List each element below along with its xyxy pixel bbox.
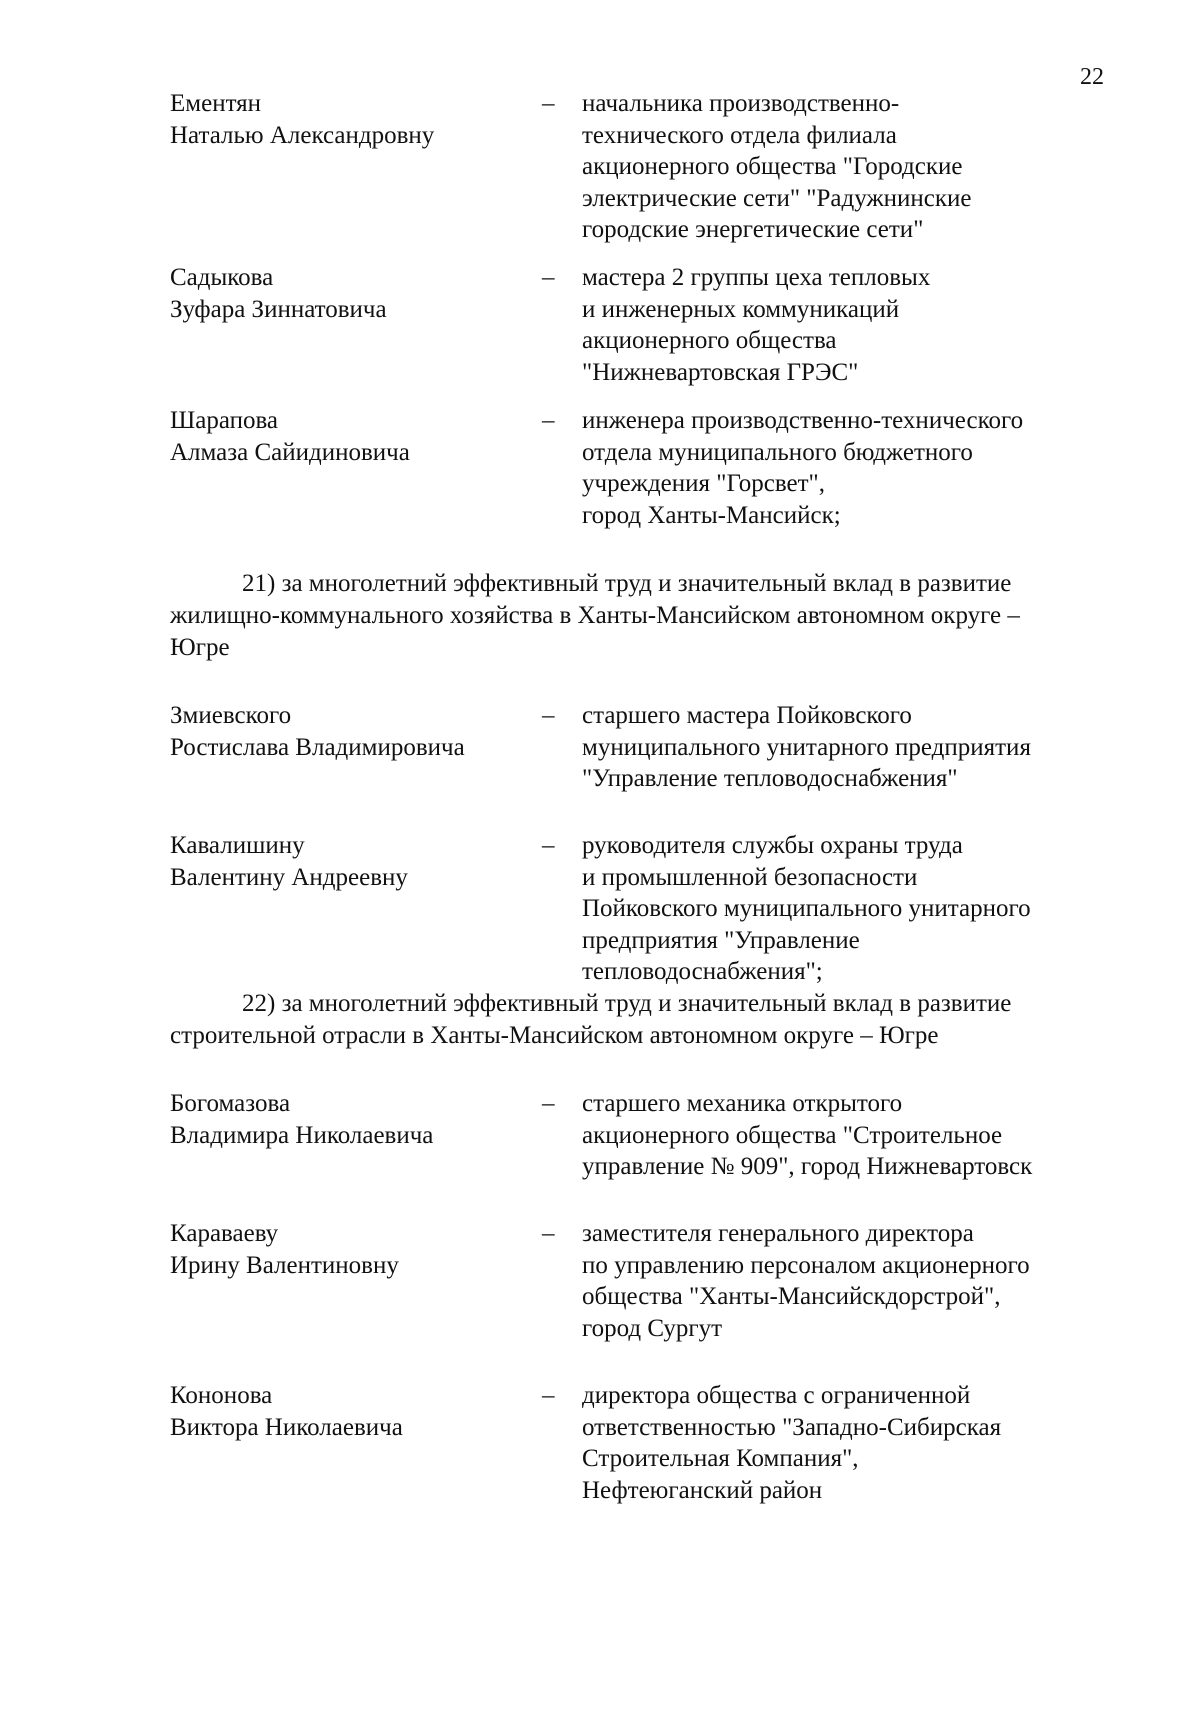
page-number: 22 [1080, 64, 1104, 90]
recipient-name: Богомазова Владимира Николаевича [170, 1090, 434, 1149]
entry-dash: – [542, 1090, 555, 1117]
recipient-name: Ементян Наталью Александровну [170, 90, 435, 149]
section-paragraph-21: 21) за многолетний эффективный труд и значительный вклад в развитие жилищно-коммунального хозяйства в Ханты-Мансийском автономном округе – Югре [170, 570, 1020, 661]
entry-dash: – [542, 1382, 555, 1409]
recipient-position: заместителя генерального директора по управлению персоналом акционерного общества "Ханты-Мансийскдорстрой", город Сургут [582, 1220, 1030, 1342]
recipient-position: начальника производственно- технического отдела филиала акционерного общества "Городские электрические сети" "Радужнинские городские энергетические сети" [582, 90, 972, 243]
section-paragraph-22: 22) за многолетний эффективный труд и значительный вклад в развитие строительной отрасли в Ханты-Мансийском автономном округе – Югре [170, 990, 1012, 1049]
entry-dash: – [542, 832, 555, 859]
recipient-position: руководителя службы охраны труда и промышленной безопасности Пойковского муниципального унитарного предприятия "Управление тепловодоснабжения"; [582, 832, 1031, 985]
recipient-name: Садыкова Зуфара Зиннатовича [170, 264, 387, 323]
recipient-position: старшего мастера Пойковского муниципального унитарного предприятия "Управление тепловодоснабжения" [582, 702, 1031, 792]
recipient-name: Караваеву Ирину Валентиновну [170, 1220, 399, 1279]
entry-dash: – [542, 407, 555, 434]
entry-dash: – [542, 702, 555, 729]
entry-dash: – [542, 264, 555, 291]
recipient-name: Кавалишину Валентину Андреевну [170, 832, 408, 891]
recipient-position: инженера производственно-технического отдела муниципального бюджетного учреждения "Горсвет", город Ханты-Мансийск; [582, 407, 1024, 529]
recipient-name: Кононова Виктора Николаевича [170, 1382, 403, 1441]
recipient-position: мастера 2 группы цеха тепловых и инженерных коммуникаций акционерного общества "Нижневартовская ГРЭС" [582, 264, 931, 386]
recipient-position: старшего механика открытого акционерного общества "Строительное управление № 909", город Нижневартовск [582, 1090, 1033, 1180]
recipient-position: директора общества с ограниченной ответственностью "Западно-Сибирская Строительная Компания", Нефтеюганский район [582, 1382, 1002, 1504]
entry-dash: – [542, 1220, 555, 1247]
recipient-name: Змиевского Ростислава Владимировича [170, 702, 465, 761]
entry-dash: – [542, 90, 555, 117]
recipient-name: Шарапова Алмаза Сайидиновича [170, 407, 410, 466]
